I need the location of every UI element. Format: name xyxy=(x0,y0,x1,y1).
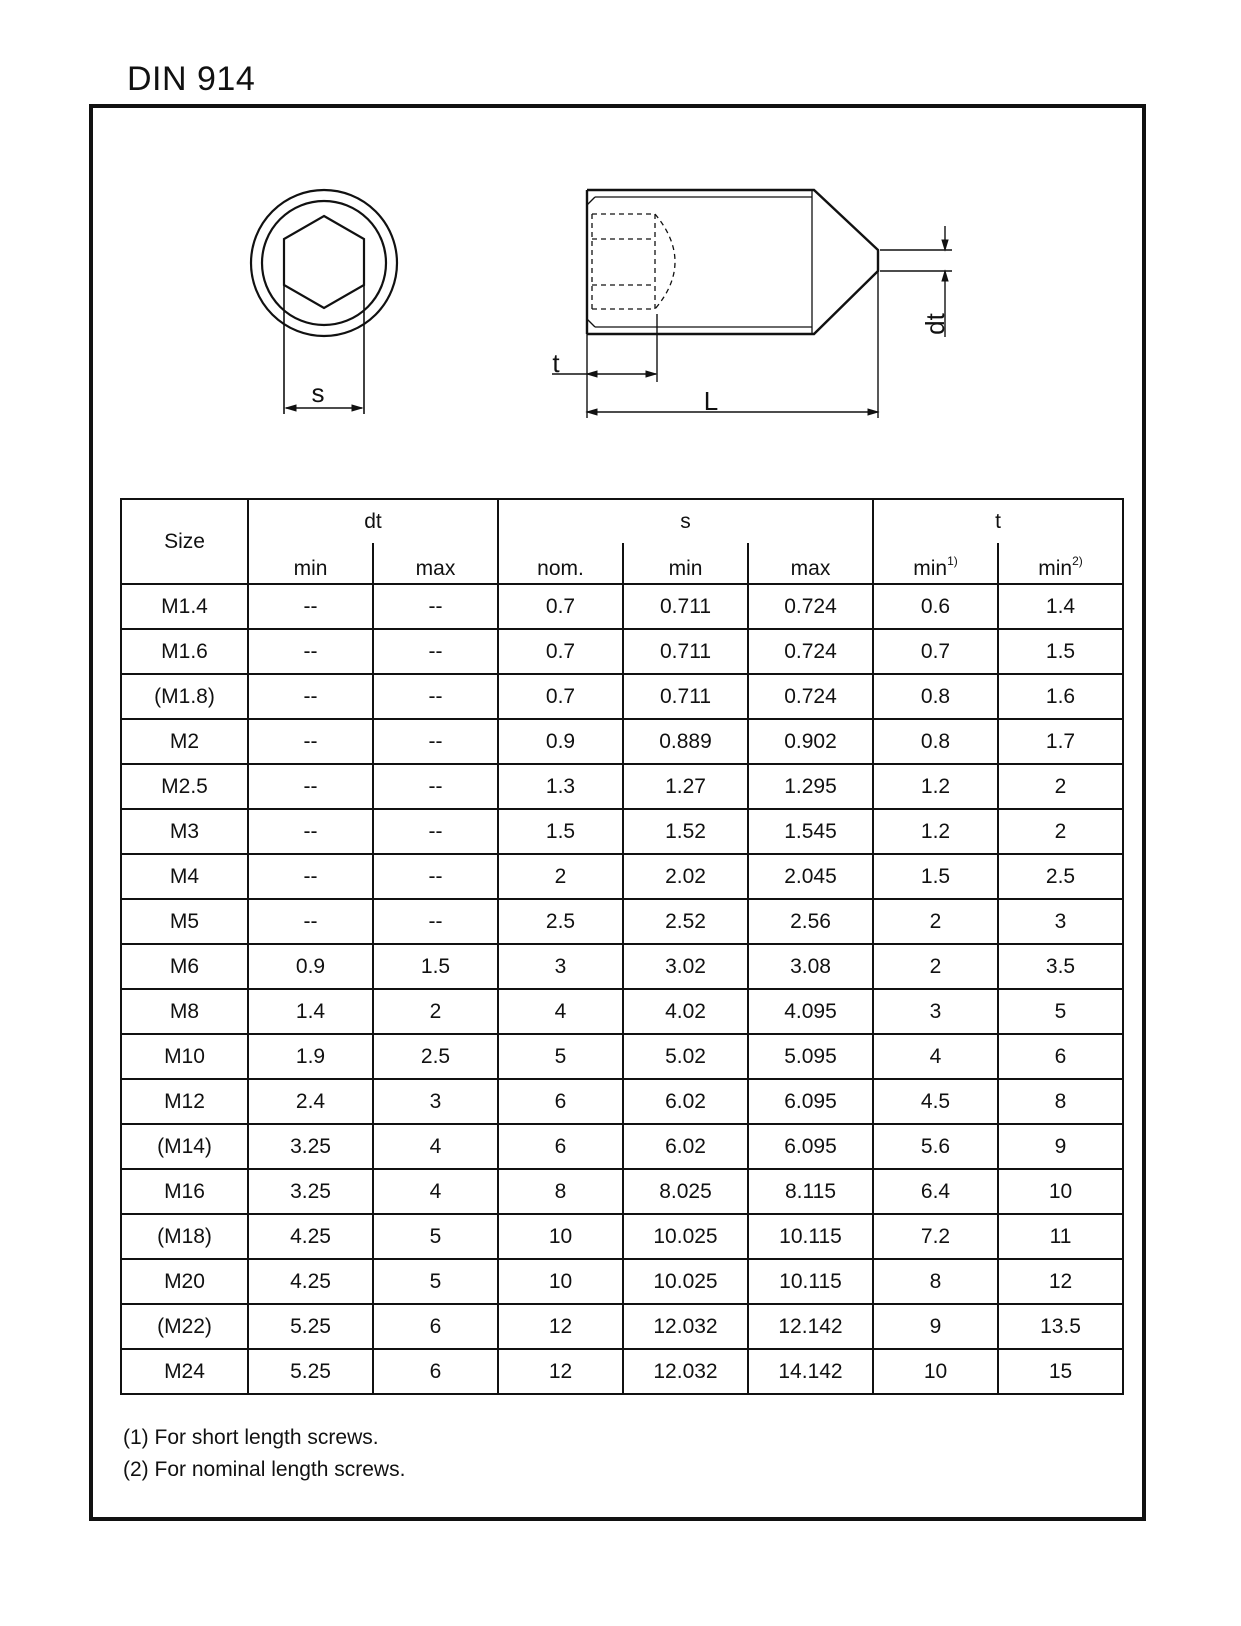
cell-dt-max: -- xyxy=(373,584,498,629)
cell-t-min-nominal: 15 xyxy=(998,1349,1123,1394)
cell-t-min-short: 0.8 xyxy=(873,719,998,764)
cell-s-nom: 5 xyxy=(498,1034,623,1079)
dimension-label-s: s xyxy=(311,378,325,408)
cell-t-min-nominal: 13.5 xyxy=(998,1304,1123,1349)
cell-s-max: 3.08 xyxy=(748,944,873,989)
cell-size: M6 xyxy=(121,944,248,989)
header-t-min-nominal-label: min xyxy=(1038,557,1073,580)
cell-s-nom: 0.9 xyxy=(498,719,623,764)
cell-dt-max: 4 xyxy=(373,1169,498,1214)
cell-s-max: 0.902 xyxy=(748,719,873,764)
cell-s-max: 5.095 xyxy=(748,1034,873,1079)
cell-t-min-short: 4 xyxy=(873,1034,998,1079)
cell-s-min: 2.52 xyxy=(623,899,748,944)
header-s-nom: nom. xyxy=(498,543,623,584)
cell-size: (M1.8) xyxy=(121,674,248,719)
cell-t-min-short: 10 xyxy=(873,1349,998,1394)
dimension-label-dt: dt xyxy=(920,313,950,335)
cell-s-max: 0.724 xyxy=(748,629,873,674)
cell-s-nom: 6 xyxy=(498,1079,623,1124)
cell-dt-max: 6 xyxy=(373,1304,498,1349)
cell-dt-min: 3.25 xyxy=(248,1169,373,1214)
cell-dt-min: 5.25 xyxy=(248,1304,373,1349)
table-row xyxy=(121,1124,1123,1169)
cell-dt-max: 3 xyxy=(373,1079,498,1124)
header-t-min-short xyxy=(873,543,998,584)
cell-s-min: 8.025 xyxy=(623,1169,748,1214)
cell-t-min-nominal: 2 xyxy=(998,764,1123,809)
cell-t-min-nominal: 11 xyxy=(998,1214,1123,1259)
header-size: Size xyxy=(121,499,248,584)
cell-s-nom: 0.7 xyxy=(498,584,623,629)
table-row xyxy=(121,944,1123,989)
cell-s-min: 3.02 xyxy=(623,944,748,989)
cell-s-min: 0.711 xyxy=(623,674,748,719)
cell-t-min-nominal: 5 xyxy=(998,989,1123,1034)
dimension-label-L: L xyxy=(703,386,719,416)
cell-size: M5 xyxy=(121,899,248,944)
cell-dt-min: -- xyxy=(248,629,373,674)
cell-s-max: 6.095 xyxy=(748,1124,873,1169)
cell-dt-max: -- xyxy=(373,629,498,674)
cell-t-min-nominal: 6 xyxy=(998,1034,1123,1079)
cell-size: (M22) xyxy=(121,1304,248,1349)
cell-size: (M14) xyxy=(121,1124,248,1169)
cell-size: M16 xyxy=(121,1169,248,1214)
table-row xyxy=(121,989,1123,1034)
cell-s-max: 14.142 xyxy=(748,1349,873,1394)
header-s-max: max xyxy=(748,543,873,584)
cell-t-min-short: 2 xyxy=(873,944,998,989)
cell-t-min-nominal: 1.4 xyxy=(998,584,1123,629)
cell-size: M1.4 xyxy=(121,584,248,629)
cell-s-min: 0.711 xyxy=(623,629,748,674)
cell-dt-min: 2.4 xyxy=(248,1079,373,1124)
cell-size: M20 xyxy=(121,1259,248,1304)
footnote-ref-2: 2) xyxy=(1072,554,1083,568)
cell-s-max: 8.115 xyxy=(748,1169,873,1214)
cell-t-min-short: 4.5 xyxy=(873,1079,998,1124)
cell-dt-max: -- xyxy=(373,719,498,764)
cell-s-min: 6.02 xyxy=(623,1079,748,1124)
cell-dt-min: 3.25 xyxy=(248,1124,373,1169)
header-t-min-nominal xyxy=(998,543,1123,584)
cell-s-nom: 10 xyxy=(498,1259,623,1304)
cell-s-min: 1.52 xyxy=(623,809,748,854)
cell-s-nom: 8 xyxy=(498,1169,623,1214)
cell-s-nom: 10 xyxy=(498,1214,623,1259)
table-row xyxy=(121,809,1123,854)
cell-t-min-nominal: 8 xyxy=(998,1079,1123,1124)
cell-s-min: 10.025 xyxy=(623,1259,748,1304)
table-row xyxy=(121,1034,1123,1079)
cell-s-nom: 2 xyxy=(498,854,623,899)
cell-s-min: 5.02 xyxy=(623,1034,748,1079)
cell-dt-max: -- xyxy=(373,854,498,899)
cell-s-min: 4.02 xyxy=(623,989,748,1034)
cell-size: M10 xyxy=(121,1034,248,1079)
cell-t-min-nominal: 10 xyxy=(998,1169,1123,1214)
cell-size: M2 xyxy=(121,719,248,764)
cell-size: M4 xyxy=(121,854,248,899)
cell-dt-min: -- xyxy=(248,809,373,854)
header-s: s xyxy=(498,499,873,543)
footnotes xyxy=(123,1422,405,1486)
cell-s-nom: 12 xyxy=(498,1304,623,1349)
cell-dt-max: -- xyxy=(373,899,498,944)
cell-s-nom: 1.5 xyxy=(498,809,623,854)
cell-t-min-nominal: 3.5 xyxy=(998,944,1123,989)
cell-t-min-nominal: 12 xyxy=(998,1259,1123,1304)
cell-dt-min: 0.9 xyxy=(248,944,373,989)
cell-s-min: 6.02 xyxy=(623,1124,748,1169)
cell-s-min: 0.889 xyxy=(623,719,748,764)
cell-s-nom: 0.7 xyxy=(498,629,623,674)
set-screw-technical-drawing xyxy=(0,0,1241,480)
cell-dt-min: 5.25 xyxy=(248,1349,373,1394)
footnote-2: (2) For nominal length screws. xyxy=(123,1458,406,1481)
cell-dt-max: 5 xyxy=(373,1214,498,1259)
cell-s-min: 12.032 xyxy=(623,1349,748,1394)
table-row xyxy=(121,1079,1123,1124)
cell-t-min-short: 8 xyxy=(873,1259,998,1304)
table-row xyxy=(121,1214,1123,1259)
table-row xyxy=(121,629,1123,674)
cell-size: M3 xyxy=(121,809,248,854)
table-row xyxy=(121,1349,1123,1394)
table-row xyxy=(121,854,1123,899)
table-row xyxy=(121,764,1123,809)
table-row xyxy=(121,1259,1123,1304)
cell-s-min: 0.711 xyxy=(623,584,748,629)
cell-dt-max: -- xyxy=(373,809,498,854)
cell-t-min-nominal: 1.5 xyxy=(998,629,1123,674)
cell-t-min-short: 6.4 xyxy=(873,1169,998,1214)
cell-s-max: 2.045 xyxy=(748,854,873,899)
cell-size: M12 xyxy=(121,1079,248,1124)
cell-s-nom: 12 xyxy=(498,1349,623,1394)
cell-s-max: 0.724 xyxy=(748,674,873,719)
cell-s-min: 10.025 xyxy=(623,1214,748,1259)
cell-s-nom: 6 xyxy=(498,1124,623,1169)
cell-t-min-nominal: 1.7 xyxy=(998,719,1123,764)
cell-size: M8 xyxy=(121,989,248,1034)
header-s-min: min xyxy=(623,543,748,584)
cell-t-min-short: 3 xyxy=(873,989,998,1034)
cell-t-min-short: 1.2 xyxy=(873,809,998,854)
header-t: t xyxy=(873,499,1123,543)
cell-dt-min: -- xyxy=(248,899,373,944)
cell-s-max: 6.095 xyxy=(748,1079,873,1124)
cell-t-min-short: 0.6 xyxy=(873,584,998,629)
cell-t-min-short: 7.2 xyxy=(873,1214,998,1259)
cell-s-nom: 4 xyxy=(498,989,623,1034)
cell-s-max: 0.724 xyxy=(748,584,873,629)
cell-s-nom: 3 xyxy=(498,944,623,989)
cell-dt-max: 2 xyxy=(373,989,498,1034)
cell-t-min-short: 9 xyxy=(873,1304,998,1349)
cell-dt-max: 5 xyxy=(373,1259,498,1304)
cell-dt-max: 4 xyxy=(373,1124,498,1169)
cell-dt-max: 6 xyxy=(373,1349,498,1394)
table-row xyxy=(121,719,1123,764)
table-row xyxy=(121,584,1123,629)
cell-t-min-short: 1.5 xyxy=(873,854,998,899)
cell-t-min-nominal: 2 xyxy=(998,809,1123,854)
table-body xyxy=(121,584,1123,1394)
cell-s-min: 12.032 xyxy=(623,1304,748,1349)
cell-s-nom: 2.5 xyxy=(498,899,623,944)
cell-s-nom: 0.7 xyxy=(498,674,623,719)
cell-dt-min: 4.25 xyxy=(248,1259,373,1304)
cell-t-min-nominal: 1.6 xyxy=(998,674,1123,719)
dimension-table xyxy=(120,498,1124,1395)
table-row xyxy=(121,1169,1123,1214)
cell-size: M2.5 xyxy=(121,764,248,809)
footnote-1: (1) For short length screws. xyxy=(123,1426,379,1449)
cell-dt-min: -- xyxy=(248,764,373,809)
cell-t-min-short: 1.2 xyxy=(873,764,998,809)
cell-dt-max: -- xyxy=(373,674,498,719)
cell-dt-max: 2.5 xyxy=(373,1034,498,1079)
table-row xyxy=(121,674,1123,719)
cell-dt-min: -- xyxy=(248,674,373,719)
side-view xyxy=(552,190,952,418)
dimension-label-t: t xyxy=(552,348,560,378)
cell-t-min-nominal: 2.5 xyxy=(998,854,1123,899)
cell-s-max: 2.56 xyxy=(748,899,873,944)
cell-dt-min: 1.4 xyxy=(248,989,373,1034)
cell-t-min-short: 0.7 xyxy=(873,629,998,674)
cell-s-max: 1.545 xyxy=(748,809,873,854)
cell-s-min: 1.27 xyxy=(623,764,748,809)
header-dt: dt xyxy=(248,499,498,543)
header-dt-min: min xyxy=(248,543,373,584)
header-t-min-short-label: min xyxy=(913,557,948,580)
cell-dt-min: -- xyxy=(248,719,373,764)
cell-s-min: 2.02 xyxy=(623,854,748,899)
cell-s-max: 10.115 xyxy=(748,1259,873,1304)
cell-dt-max: 1.5 xyxy=(373,944,498,989)
cell-s-max: 1.295 xyxy=(748,764,873,809)
cell-size: (M18) xyxy=(121,1214,248,1259)
cell-dt-min: 4.25 xyxy=(248,1214,373,1259)
footnote-ref-1: 1) xyxy=(947,554,958,568)
table-row xyxy=(121,1304,1123,1349)
page-title: DIN 914 xyxy=(127,60,256,98)
cell-s-max: 12.142 xyxy=(748,1304,873,1349)
cell-t-min-nominal: 9 xyxy=(998,1124,1123,1169)
cell-t-min-short: 0.8 xyxy=(873,674,998,719)
cell-size: M1.6 xyxy=(121,629,248,674)
header-dt-max: max xyxy=(373,543,498,584)
cell-dt-max: -- xyxy=(373,764,498,809)
cell-s-nom: 1.3 xyxy=(498,764,623,809)
cell-t-min-short: 2 xyxy=(873,899,998,944)
cell-size: M24 xyxy=(121,1349,248,1394)
cell-dt-min: -- xyxy=(248,584,373,629)
cell-dt-min: -- xyxy=(248,854,373,899)
cell-s-max: 4.095 xyxy=(748,989,873,1034)
cell-t-min-short: 5.6 xyxy=(873,1124,998,1169)
cell-t-min-nominal: 3 xyxy=(998,899,1123,944)
cell-dt-min: 1.9 xyxy=(248,1034,373,1079)
cell-s-max: 10.115 xyxy=(748,1214,873,1259)
table-row xyxy=(121,899,1123,944)
